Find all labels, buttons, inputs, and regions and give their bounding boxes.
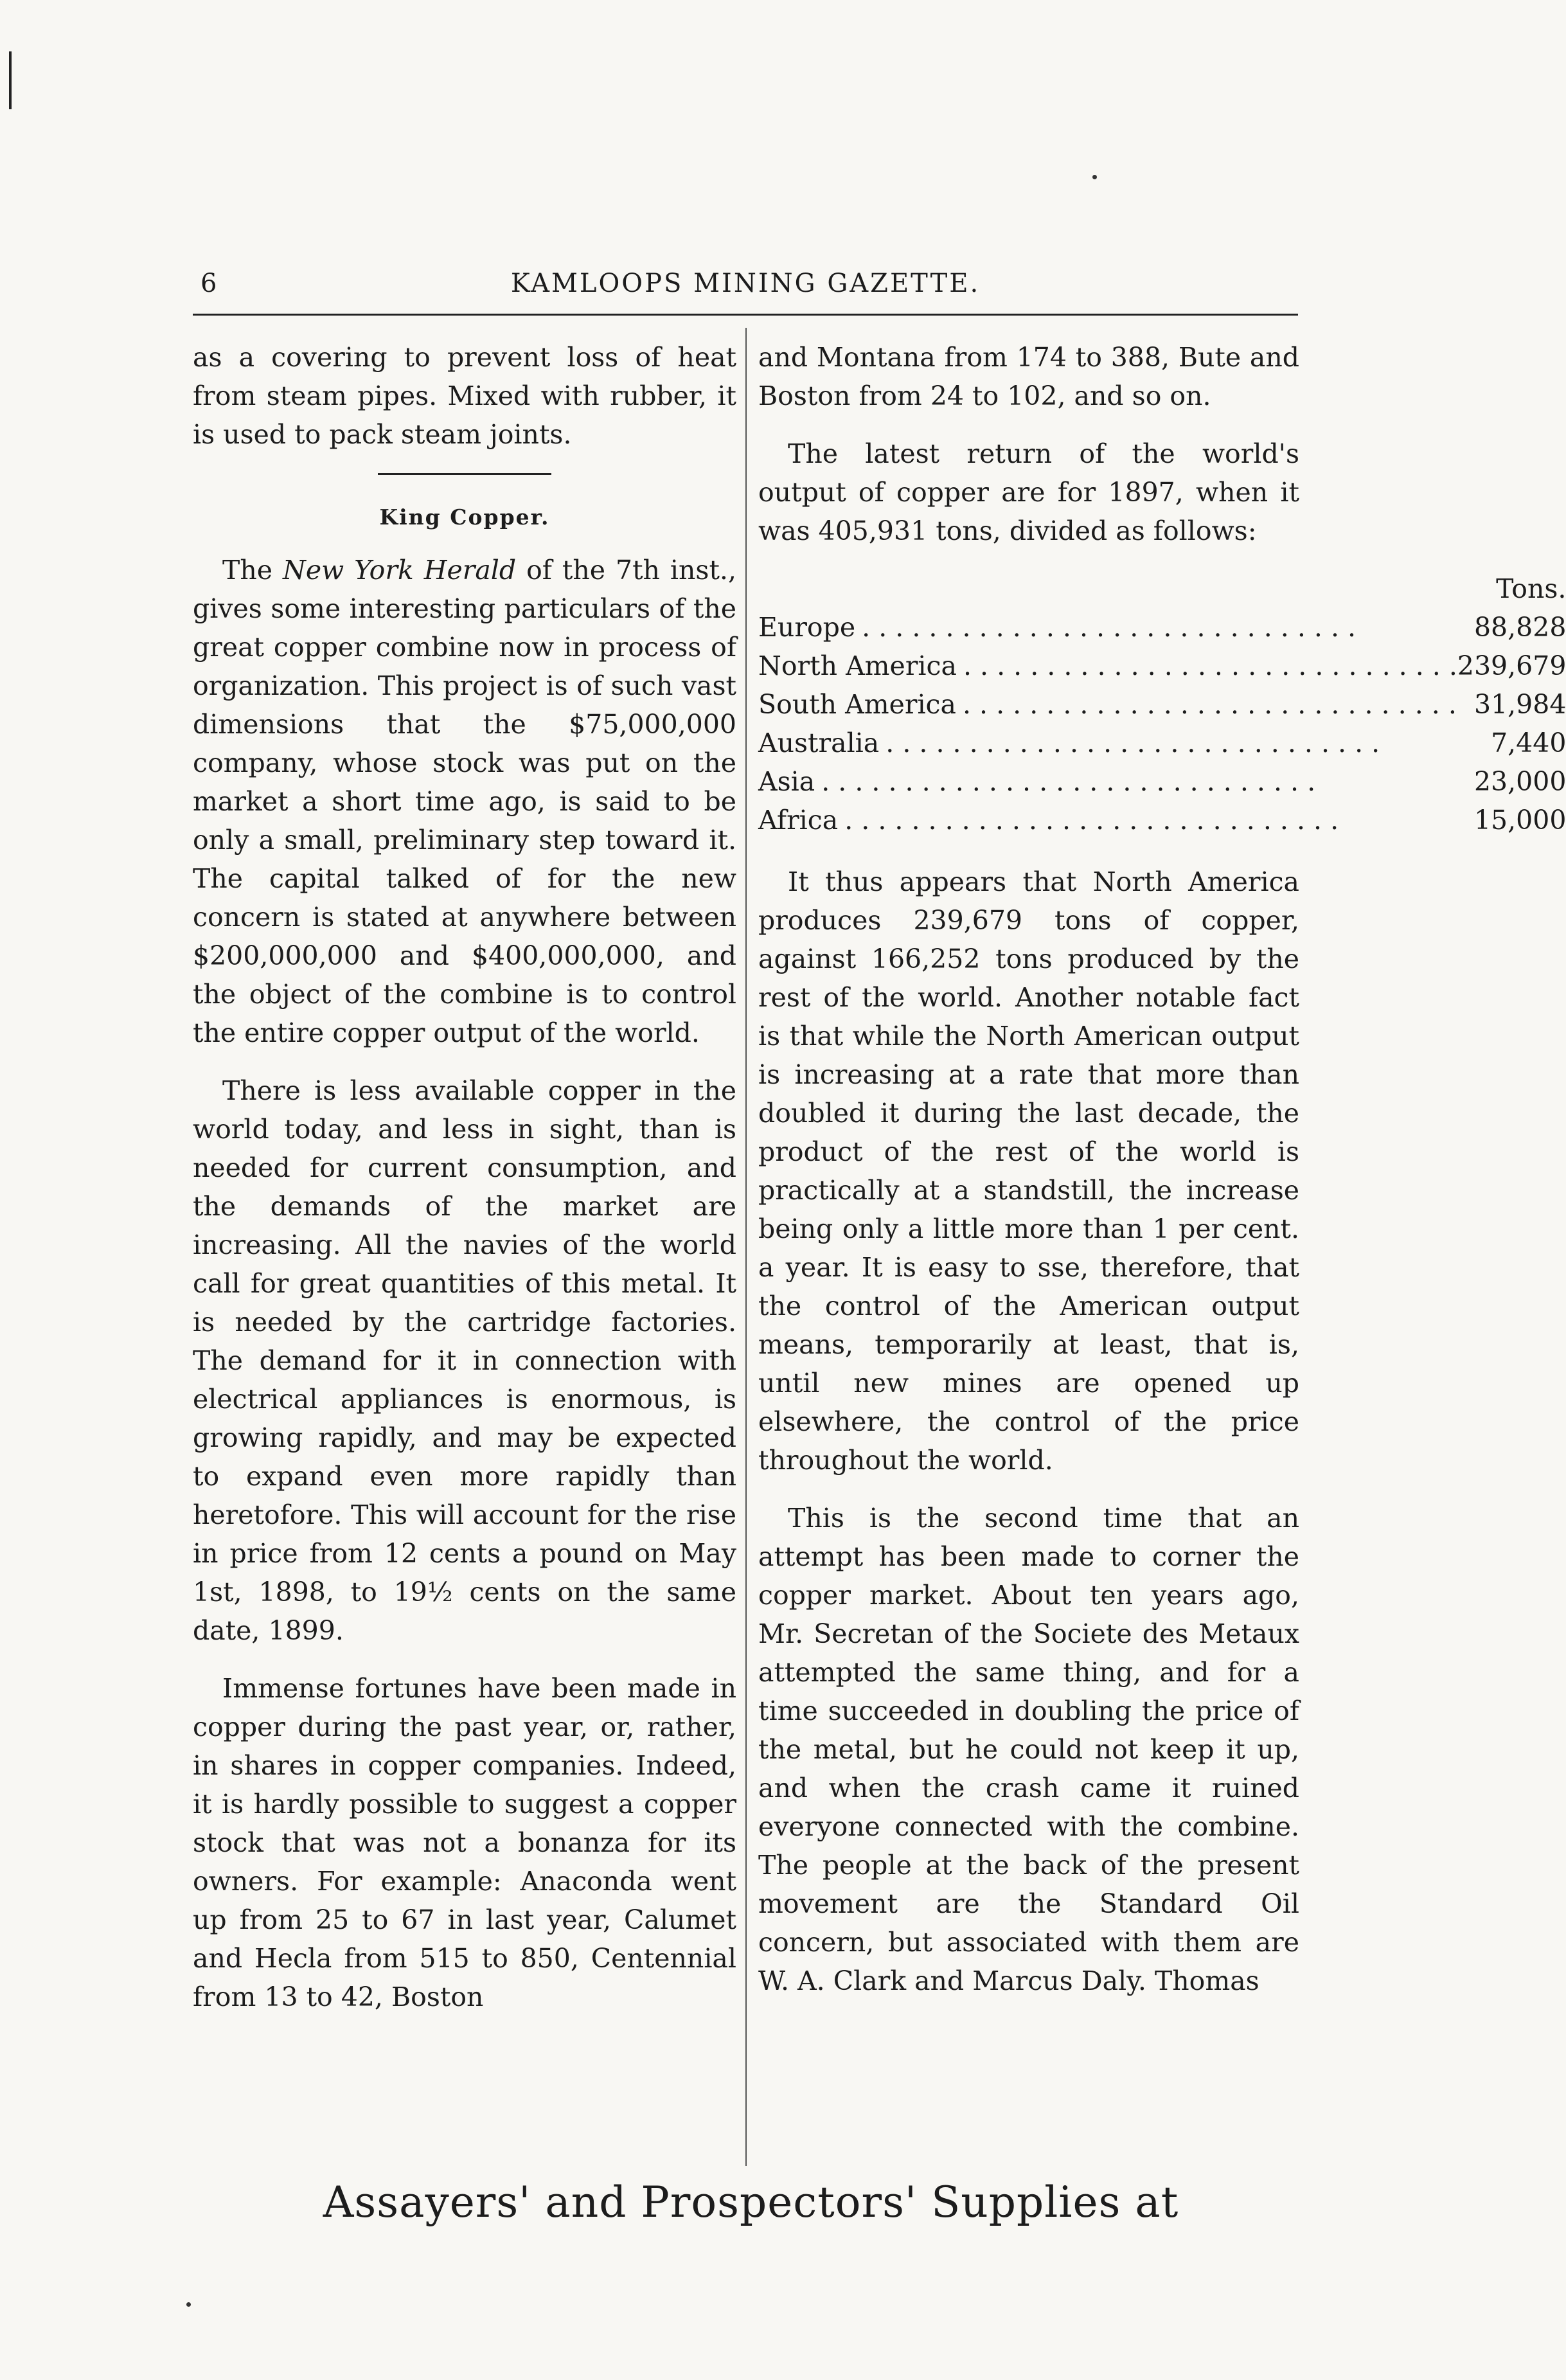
copper-output-table [758,569,1566,839]
article-paragraph-1-text: of the 7th inst., gives some interesting particulars of the great copper combine now in process of organization. This project is of such vast dimensions that the $75,000,000 company, whose stock was put on the market a short time ago, is said to be only a small, preliminary step toward it. The capital talked of for the new concern is stated at anywhere between $200,000,000 and $400,000,000, and the object of the combine is to control the entire copper output of the world. [193,555,736,1048]
region-name: South America [758,689,956,720]
article-paragraph-3: Immense fortunes have been made in copper during the past year, or, rather, in shares in copper companies. Indeed, it is hardly possible to suggest a copper stock that was not a bonanza for its owners. For example: Anaconda went up from 25 to 67 in last year, Calumet and Hecla from 515 to 850, Centennial from 13 to 42, Boston [193,1673,736,2012]
publication-title: KAMLOOPS MINING GAZETTE. [510,269,981,298]
article-heading: King Copper. [379,505,550,530]
section-rule [378,473,551,475]
table-row [758,608,1566,647]
intro-paragraph: as a covering to prevent loss of heat from steam pipes. Mixed with rubber, it is used to pack steam joints. [193,342,736,450]
region-name: Europe [758,612,856,643]
region-name: Asia [758,766,815,797]
table-row [758,762,1566,801]
region-name: Australia [758,728,880,758]
speck-mark [1092,175,1097,179]
table-unit-row [758,569,1566,608]
speck-mark [186,2302,191,2307]
article-paragraph-2: There is less available copper in the world today, and less in sight, than is needed for current consumption, and the demands of the market are increasing. All the navies of the world call for great quantities of this metal. It is needed by the cartridge factories. The demand for it in connection with electrical appliances is enormous, is growing rapidly, and may be expected to expand even more rapidly than heretofore. This will account for the rise in price from 12 cents a pound on May 1st, 1898, to 19½ cents on the same date, 1899. [193,1075,736,1646]
table-unit-label: Tons. [1496,573,1566,604]
tons-value: 88,828 [1473,612,1566,643]
continued-paragraph: and Montana from 174 to 388, Bute and Boston from 24 to 102, and so on. [758,342,1299,411]
left-column [193,338,736,2036]
analysis-paragraph: It thus appears that North America produces 239,679 tons of copper, against 166,252 tons produced by the rest of the world. Another notable fact is that while the North American output is increasing at a rate that more than doubled it during the last decade, the product of the rest of the world is practically at a standstill, the increase being only a little more than 1 per cent. a year. It is easy to sse, therefore, that the control of the American output means, temporarily at least, that is, until new mines are opened up elsewhere, the control of the price throughout the world. [758,866,1299,1476]
article-paragraph-1 [193,551,736,1052]
table-row [758,801,1566,839]
scan-edge-mark [9,51,12,109]
tons-value: 7,440 [1491,728,1566,758]
leader-dots: . . . . . . . . . . . . . . . . . . . . . . . . . . . . . . [862,612,1357,643]
region-name: Africa [758,805,839,836]
page-number: 6 [200,269,219,298]
leader-dots: . . . . . . . . . . . . . . . . . . . . . . . . . . . . . . [962,689,1457,720]
tons-value: 31,984 [1473,689,1566,720]
output-intro-paragraph: The latest return of the world's output of copper are for 1897, when it was 405,931 tons, divided as follows: [758,438,1299,546]
leader-dots: . . . . . . . . . . . . . . . . . . . . . . . . . . . . . . [885,728,1380,758]
table-row [758,647,1566,685]
leader-dots: . . . . . . . . . . . . . . . . . . . . . . . . . . . . . . [821,766,1316,797]
tons-value: 239,679 [1457,650,1566,681]
newspaper-name: New York Herald [282,555,517,586]
right-column [758,338,1566,2019]
column-divider [745,328,747,2166]
advertisement-footer: Assayers' and Prospectors' Supplies at [323,2178,1179,2227]
tons-value: 23,000 [1473,766,1566,797]
article-word-the: The [222,555,273,586]
leader-dots: . . . . . . . . . . . . . . . . . . . . . . . . . . . . . . [963,650,1457,681]
table-row [758,724,1566,762]
region-name: North America [758,650,957,681]
table-row [758,685,1566,724]
tons-value: 15,000 [1473,805,1566,836]
leader-dots: . . . . . . . . . . . . . . . . . . . . . . . . . . . . . . [844,805,1339,836]
history-paragraph: This is the second time that an attempt has been made to corner the copper market. About ten years ago, Mr. Secretan of the Societe des Metaux attempted the same thing, and for a time succeeded in doubling the price of the metal, but he could not keep it up, and when the crash came it ruined everyone connected with the combine. The people at the back of the present movement are the Standard Oil concern, but associated with them are W. A. Clark and Marcus Daly. Thomas [758,1503,1299,1996]
header-rule [193,314,1298,316]
